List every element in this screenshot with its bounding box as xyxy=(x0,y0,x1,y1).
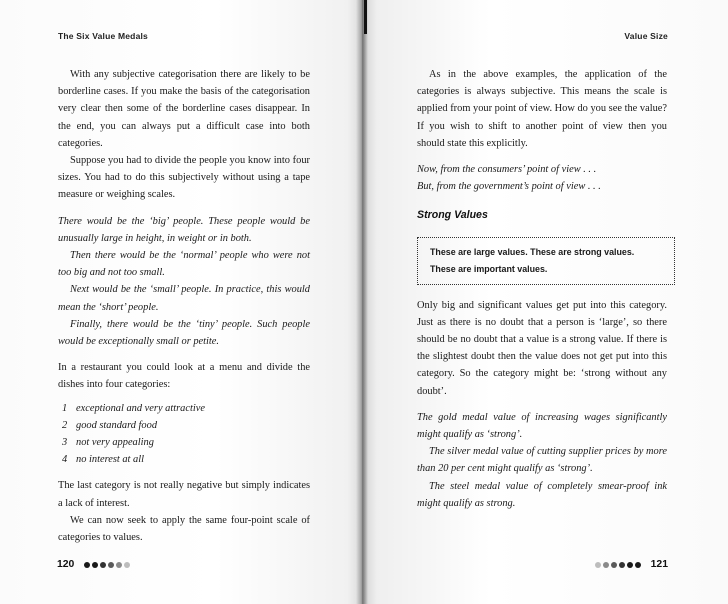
medal-dot xyxy=(635,562,641,568)
callout-line: These are large values. These are strong values. xyxy=(430,246,635,257)
page-number-left xyxy=(57,559,130,570)
medal-dot xyxy=(108,562,114,568)
medal-dot xyxy=(100,562,106,568)
left-text-column xyxy=(58,66,310,546)
section-heading: Strong Values xyxy=(417,209,488,222)
example-line: The silver medal value of cutting supplier prices by more than 20 per cent might qualify as ‘strong’. xyxy=(417,446,667,475)
pov-line: But, from the government’s point of view . . . xyxy=(417,181,601,193)
list-item: 1 exceptional and very attractive xyxy=(62,402,205,414)
right-text-column xyxy=(417,66,667,512)
medal-dot xyxy=(627,562,633,568)
medal-dots-icon xyxy=(84,562,130,568)
example-line: Then there would be the ‘normal’ people who were not too big and not too small. xyxy=(58,250,310,279)
running-head-left: The Six Value Medals xyxy=(58,31,148,41)
medal-dot xyxy=(611,562,617,568)
paragraph: Suppose you had to divide the people you know into four sizes. You had to do this subjectively without using a tape measure or weighing scales. xyxy=(58,155,310,201)
page-number-right xyxy=(595,559,668,570)
example-line: Next would be the ‘small’ people. In practice, this would mean the ‘short’ people. xyxy=(58,284,310,313)
list-item: 4 no interest at all xyxy=(62,454,145,466)
left-page xyxy=(0,0,362,604)
medal-dot xyxy=(595,562,601,568)
paragraph: In a restaurant you could look at a menu and divide the dishes into four categories: xyxy=(58,362,310,391)
example-line: There would be the ‘big’ people. These people would be unusually large in height, in weight or in both. xyxy=(58,215,310,244)
medal-dots-icon xyxy=(595,562,641,568)
category-list xyxy=(58,400,310,469)
page-number: 120 xyxy=(57,559,75,570)
list-item: 2 good standard food xyxy=(62,419,158,431)
paragraph: The last category is not really negative but simply indicates a lack of interest. xyxy=(58,480,310,509)
medal-dot xyxy=(603,562,609,568)
list-item: 3 not very appealing xyxy=(62,437,154,449)
paragraph: We can now seek to apply the same four-point scale of categories to values. xyxy=(58,514,310,544)
callout-box xyxy=(417,237,675,285)
gutter-mark xyxy=(364,0,367,34)
paragraph: With any subjective categorisation there are likely to be borderline cases. If you make the basis of the categorisation very clear then some of the borderline cases disappear. In the end, you can always put a difficult case into both categories. xyxy=(58,69,310,149)
book-gutter xyxy=(356,0,368,604)
pov-line: Now, from the consumers’ point of view . . . xyxy=(417,164,597,176)
example-line: The steel medal value of completely smear-proof ink might qualify as strong. xyxy=(417,480,667,509)
medal-dot xyxy=(84,562,90,568)
callout-line: These are important values. xyxy=(430,263,548,274)
medal-dot xyxy=(124,562,130,568)
medal-dot xyxy=(92,562,98,568)
medal-dot xyxy=(619,562,625,568)
medal-dot xyxy=(116,562,122,568)
example-line: Finally, there would be the ‘tiny’ people. Such people would be exceptionally small or petite. xyxy=(58,318,310,348)
paragraph: As in the above examples, the application of the categories is always subjective. This means the scale is applied from your point of view. How do you see the value? If you wish to shift to another point of view then you should state this explicitly. xyxy=(417,69,667,149)
running-head-right: Value Size xyxy=(624,31,668,41)
paragraph: Only big and significant values get put into this category. Just as there is no doubt that a person is ‘large’, so there should be no doubt that a value is a strong value. If there is the slightest doubt then the value does not get put into this category. So the category might be: ‘strong without any doubt’. xyxy=(417,299,667,397)
page-number: 121 xyxy=(650,559,668,570)
right-page xyxy=(362,0,728,604)
example-line: The gold medal value of increasing wages significantly might qualify as ‘strong’. xyxy=(417,411,667,441)
